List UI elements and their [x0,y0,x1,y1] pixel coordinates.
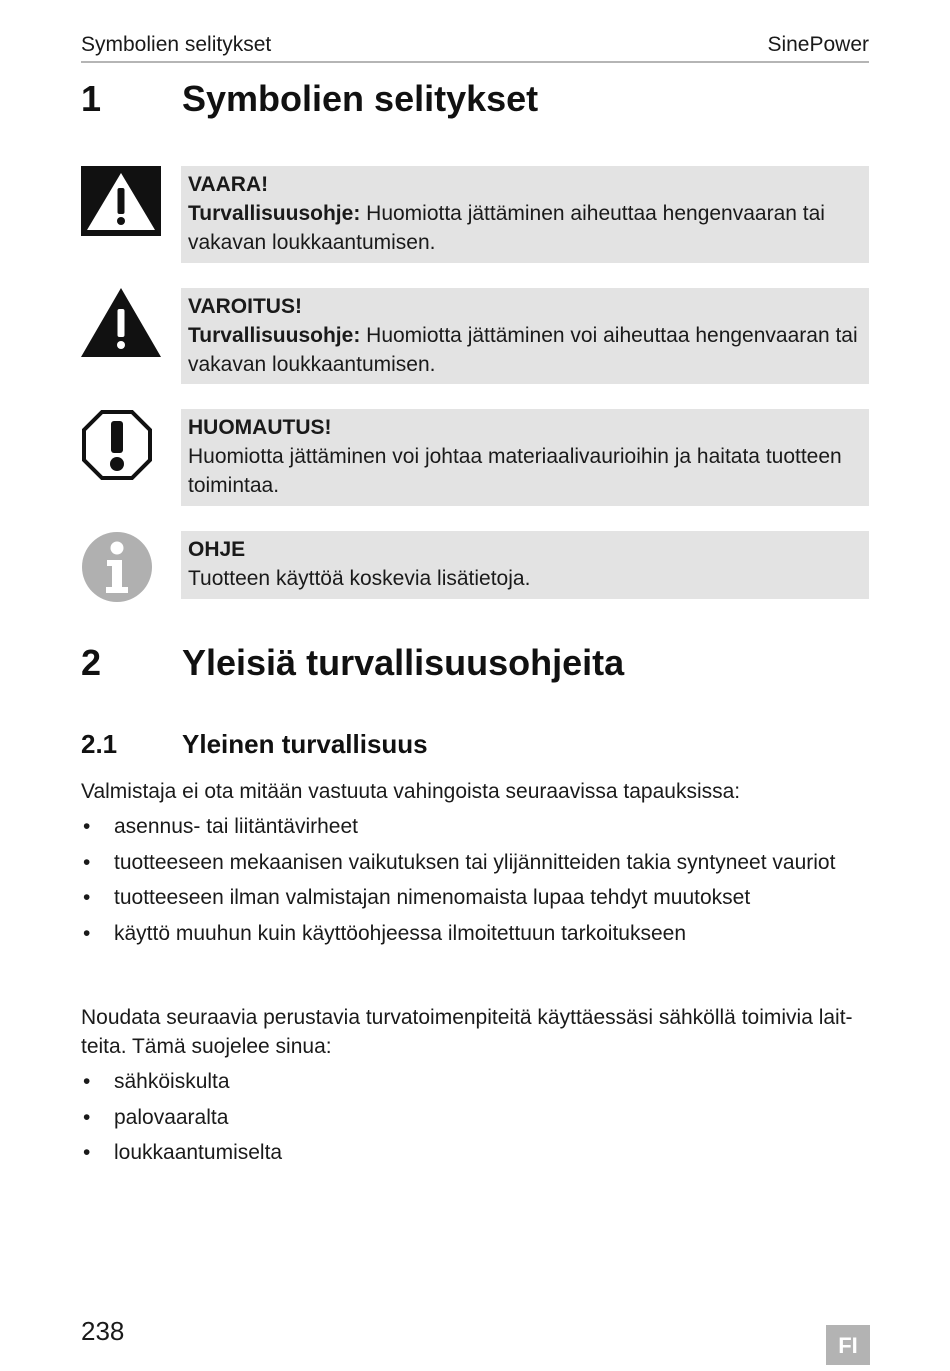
running-header [81,33,869,63]
list-item-text: palovaaralta [114,1105,229,1129]
header-chapter-title: Symbolien selitykset [81,33,272,56]
bullet: • [83,921,91,945]
page-number: 238 [81,1316,125,1346]
signal-word: VAARA! [188,173,269,196]
section-title: Yleisiä turvallisuusohjeita [182,642,625,683]
subsection-number: 2.1 [81,729,118,759]
list-item [81,1138,869,1174]
section-number: 2 [81,642,102,683]
list-item [81,812,869,848]
signal-word: HUOMAUTUS! [188,416,332,439]
list-item-text: käyttö muuhun kuin käyttöohjeessa ilmoitettuun tarkoitukseen [114,921,686,945]
safety-instruction-label: Turvallisuusohje: [188,202,361,225]
safety-instruction-label: Turvallisuusohje: [188,324,361,347]
bullet: • [83,815,91,838]
list-item-text: asennus- tai liitäntävirheet [114,815,358,838]
signal-word: VAROITUS! [188,295,302,318]
section-title: Symbolien selitykset [182,78,539,119]
notice-text: Huomiotta jättäminen voi johtaa materiaalivaurioihin ja haitata tuotteen toimintaa. [188,445,842,497]
signal-word: OHJE [188,538,246,561]
liability-list [81,812,869,954]
caution-octagon-icon [81,409,161,489]
safety-intro: Noudata seuraavia perustavia turvatoimenpiteitä käyttäessäsi sähköllä toimivia lait-teita. Tämä suojelee sinua: [81,1006,853,1058]
danger-warning-triangle-icon [81,166,161,246]
bullet: • [83,1070,91,1093]
list-item-text: tuotteeseen mekaanisen vaikutuksen tai ylijännitteiden takia syntyneet vauriot [114,850,836,874]
bullet: • [83,886,91,909]
list-item [81,919,869,955]
warning-text-box [181,288,869,384]
note-text-box [181,531,869,599]
list-item [81,848,869,884]
danger-text-box [181,166,869,263]
list-item [81,1103,869,1139]
list-item-text: sähköiskulta [114,1070,230,1093]
notice-text: Huomiotta jättäminen aiheuttaa hengenvaaran tai vakavan loukkaantumisen. [188,202,825,254]
language-tab: FI [826,1325,870,1365]
protection-list [81,1067,869,1174]
liability-intro: Valmistaja ei ota mitään vastuuta vahingoista seuraavissa tapauksissa: [81,780,741,803]
notice-text: Huomiotta jättäminen voi aiheuttaa hengenvaaran tai vakavan loukkaantumisen. [188,324,858,376]
subsection-title: Yleinen turvallisuus [182,729,428,759]
warning-triangle-icon [81,288,161,368]
list-item [81,883,869,919]
list-item-text: loukkaantumiselta [114,1141,283,1164]
caution-text-box [181,409,869,506]
bullet: • [83,850,91,874]
bullet: • [83,1105,91,1129]
section-number: 1 [81,78,102,119]
header-product-name: SinePower [767,33,869,56]
list-item [81,1067,869,1103]
bullet: • [83,1141,91,1164]
list-item-text: tuotteeseen ilman valmistajan nimenomaista lupaa tehdyt muutokset [114,886,751,909]
notice-text: Tuotteen käyttöä koskevia lisätietoja. [188,567,531,590]
info-icon [81,531,161,611]
